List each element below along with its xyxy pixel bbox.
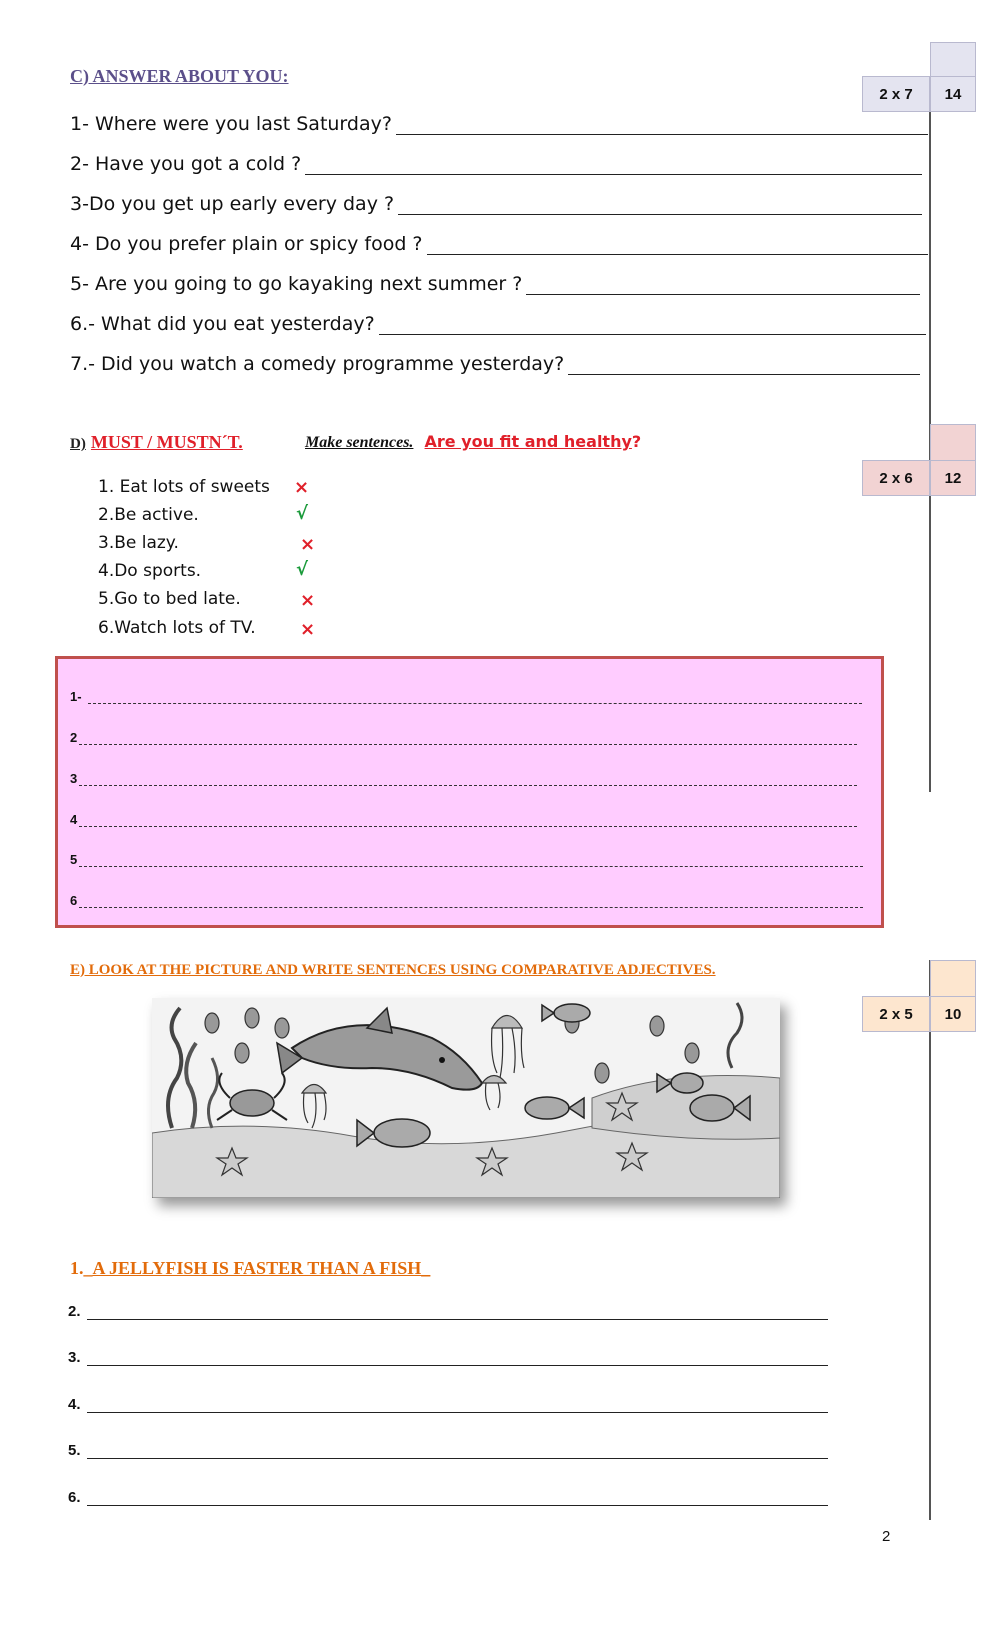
must-item-1: 1. Eat lots of sweets [98,477,270,497]
section-d-instruction: Make sentences. [305,434,414,451]
section-d-instruction-line [305,432,641,452]
answer-blank[interactable] [87,1444,828,1459]
answer-number: 3. [68,1349,81,1366]
answer-number: 2. [68,1303,81,1320]
must-item-6: 6.Watch lots of TV. [98,618,256,638]
question-text: 5- Are you going to go kayaking next summer ? [70,273,523,295]
score-e [862,996,976,1032]
score-points: 14 [930,76,976,112]
sea-illustration [152,998,780,1198]
page-number: 2 [882,1528,891,1545]
score-formula: 2 x 5 [862,996,930,1032]
must-item-3: 3.Be lazy. [98,533,179,553]
score-d-header [930,424,976,462]
cross-icon: × [300,534,316,555]
example-sentence: A JELLYFISH IS FASTER THAN A FISH_ [92,1258,431,1278]
answer-blank[interactable] [568,356,920,375]
question-text: 4- Do you prefer plain or spicy food ? [70,233,423,255]
answer-number: 5. [68,1442,81,1459]
comparative-answer-2 [68,1303,828,1320]
question-2 [70,153,922,175]
question-text: 1- Where were you last Saturday? [70,113,392,135]
score-c-header [930,42,976,80]
answer-blank[interactable] [396,116,928,135]
answer-blank[interactable] [379,316,926,335]
answer-blank[interactable] [398,196,922,215]
must-answer-box [55,656,884,928]
dash-answer-2[interactable] [70,730,857,745]
question-6 [70,313,926,335]
score-e-header [930,960,976,998]
score-d [862,460,976,496]
section-d-heading [70,432,243,453]
question-4 [70,233,928,255]
answer-number: 6. [68,1489,81,1506]
question-text: 7.- Did you watch a comedy programme yesterday? [70,353,565,375]
example-number: 1._ [70,1258,93,1278]
example-answer [70,1258,430,1279]
section-c-title: C) ANSWER ABOUT YOU: [70,66,289,86]
score-formula: 2 x 7 [862,76,930,112]
comparative-answer-6 [68,1489,828,1506]
comparative-answer-4 [68,1396,828,1413]
comparative-answer-3 [68,1349,828,1366]
answer-blank[interactable] [305,156,922,175]
question-7 [70,353,920,375]
sea-animals-picture [152,998,780,1198]
cross-icon: × [294,477,310,498]
score-c [862,76,976,112]
margin-rule-lower [929,960,931,1520]
score-formula: 2 x 6 [862,460,930,496]
cross-icon: × [300,590,316,611]
answer-blank[interactable] [87,1398,828,1413]
answer-number: 2 [70,730,78,745]
answer-number: 4 [70,812,78,827]
score-points: 12 [930,460,976,496]
question-3 [70,193,922,215]
question-5 [70,273,920,295]
must-item-4: 4.Do sports. [98,561,202,581]
dash-answer-3[interactable] [70,771,857,786]
answer-number: 1- [70,689,82,704]
answer-number: 6 [70,893,78,908]
question-text: 3-Do you get up early every day ? [70,193,395,215]
must-item-2: 2.Be active. [98,505,199,525]
answer-number: 5 [70,852,78,867]
check-icon: √ [296,559,309,580]
question-text: 2- Have you got a cold ? [70,153,302,175]
section-d-question: Are you fit and healthy [424,432,632,451]
score-points: 10 [930,996,976,1032]
answer-blank[interactable] [87,1305,828,1320]
section-e-title: E) LOOK AT THE PICTURE AND WRITE SENTENCES USING COMPARATIVE ADJECTIVES. [70,962,716,978]
must-item-5: 5.Go to bed late. [98,589,241,609]
dash-answer-4[interactable] [70,812,857,827]
answer-blank[interactable] [427,236,928,255]
question-1 [70,113,928,135]
dash-answer-5[interactable] [70,852,863,867]
answer-blank[interactable] [526,276,920,295]
section-d-letter: D) [70,436,86,452]
section-d-question-mark: ? [631,432,642,451]
check-icon: √ [296,503,309,524]
answer-blank[interactable] [87,1351,828,1366]
dash-answer-6[interactable] [70,893,863,908]
dash-answer-1[interactable] [70,689,862,704]
section-d-title: MUST / MUSTN´T. [90,432,243,452]
comparative-answer-5 [68,1442,828,1459]
question-text: 6.- What did you eat yesterday? [70,313,375,335]
answer-number: 4. [68,1396,81,1413]
answer-number: 3 [70,771,78,786]
cross-icon: × [300,619,316,640]
answer-blank[interactable] [87,1491,828,1506]
